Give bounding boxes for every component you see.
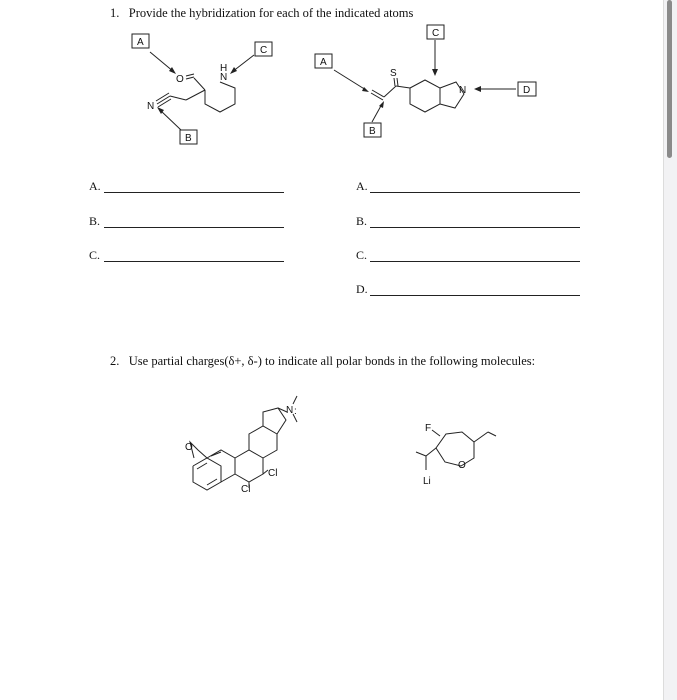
mol2-label-a: A	[320, 57, 327, 68]
mol1-atom-h: H	[220, 63, 228, 74]
answer-right-c-label: C.	[356, 248, 368, 262]
mol4-atom-li: Li	[423, 476, 431, 487]
mol4-bond-ethyl-1	[474, 432, 488, 442]
mol1-label-c: C	[260, 45, 268, 56]
question-2-text: Use partial charges(δ+, δ-) to indicate all polar bonds in the following molecules:	[128, 354, 536, 368]
mol1-atom-n: N	[220, 72, 228, 83]
mol4-atom-o: O	[458, 460, 466, 471]
mol4-bond-sub	[426, 448, 436, 456]
answer-left-b-label: B.	[89, 214, 101, 228]
mol2-label-c: C	[432, 28, 440, 39]
mol3-atom-o: O	[185, 442, 193, 453]
question-1-number: 1.	[110, 6, 120, 20]
mol4-bond-f	[432, 430, 440, 436]
answer-right-a-label: A.	[356, 179, 368, 193]
answer-right-b-label: B.	[356, 214, 368, 228]
mol1-label-a: A	[137, 37, 144, 48]
question-1-text: Provide the hybridization for each of the indicated atoms	[128, 6, 414, 20]
mol2-atom-s: S	[390, 68, 397, 79]
mol1-atom-nitrile-n: N	[147, 101, 155, 112]
answer-right-d-label: D.	[356, 282, 368, 296]
mol4-bond-methyl	[416, 452, 426, 456]
answer-left-c-label: C.	[89, 248, 101, 262]
question-2-number: 2.	[110, 354, 120, 368]
mol2-label-b: B	[369, 126, 376, 137]
mol3-atom-cl2: Cl	[241, 484, 251, 495]
vertical-scrollbar[interactable]	[666, 0, 674, 700]
mol3-atom-colon: :	[294, 406, 297, 417]
mol2-label-d: D	[523, 85, 531, 96]
mol2-atom-n: N	[459, 85, 467, 96]
mol1-label-b: B	[185, 133, 192, 144]
mol1-atom-o: O	[176, 74, 184, 85]
mol3-atom-cl1: Cl	[268, 468, 278, 479]
mol4-atom-f: F	[425, 423, 432, 434]
answer-left-a-label: A.	[89, 179, 101, 193]
mol4-bond-ethyl-2	[488, 432, 496, 436]
mol4-ring	[436, 432, 474, 466]
mol3-atom-n: N	[286, 405, 294, 416]
scrollbar-thumb[interactable]	[667, 0, 672, 158]
